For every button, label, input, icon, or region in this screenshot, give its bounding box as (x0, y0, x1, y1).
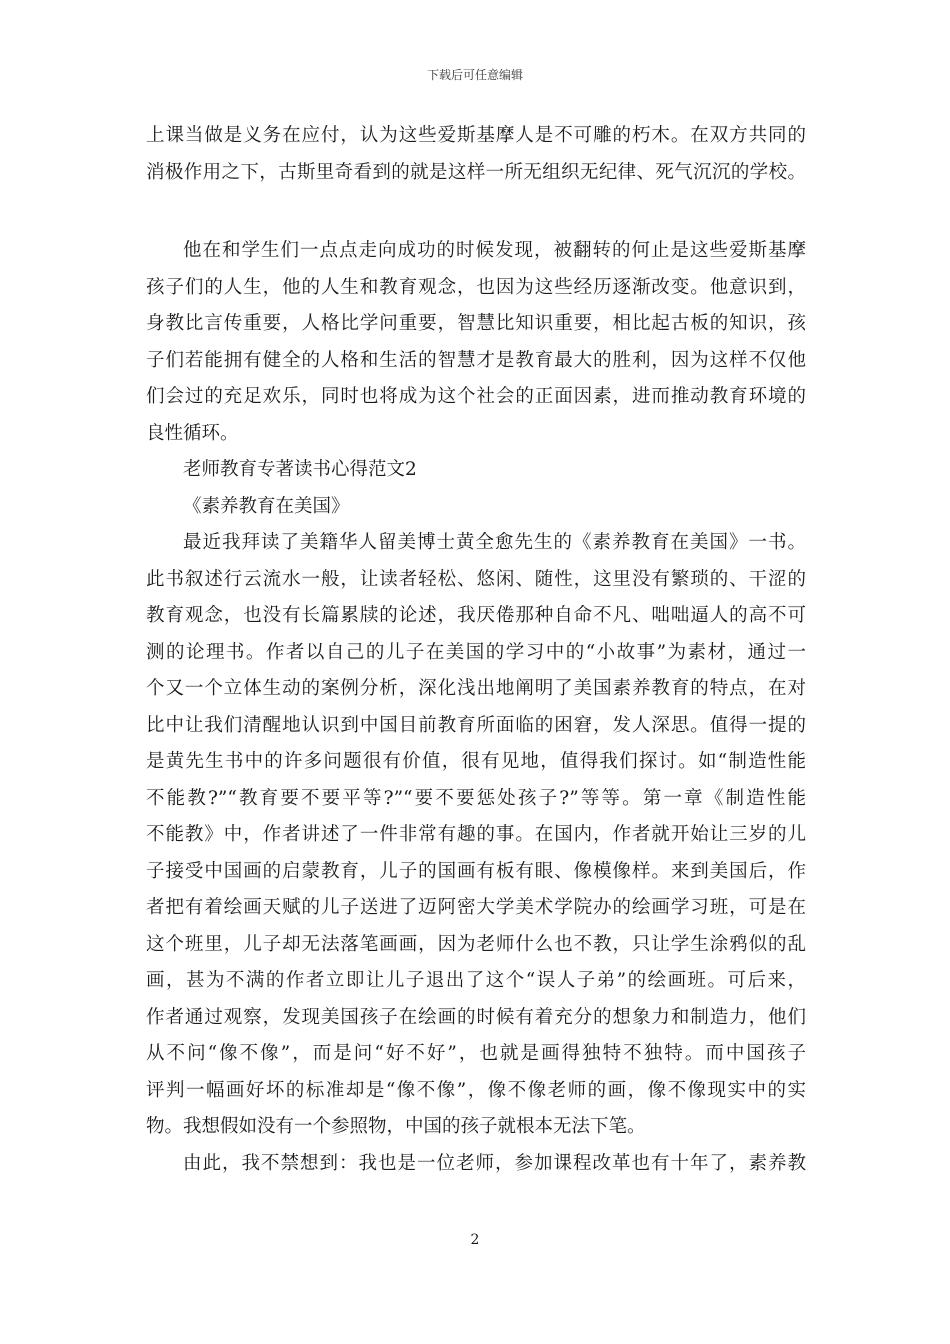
text-line: 画，甚为不满的作者立即让儿子退出了这个“误人子弟”的绘画班。可后来， (146, 970, 806, 991)
text-line: 教育观念，也没有长篇累牍的论述，我厌倦那种自命不凡、咄咄逼人的高不可 (146, 605, 806, 626)
paragraph (146, 118, 806, 191)
text-line: 测的论理书。作者以自己的儿子在美国的学习中的“小故事”为素材，通过一 (146, 641, 806, 663)
text-line: 这个班里，儿子却无法落笔画画，因为老师什么也不教，只让学生涂鸦似的乱 (146, 933, 806, 955)
paragraph (146, 233, 806, 452)
text-line: 身教比言传重要，人格比学问重要，智慧比知识重要，相比起古板的知识，孩 (146, 313, 806, 334)
text-line: 上课当做是义务在应付，认为这些爱斯基摩人是不可雕的朽木。在双方共同的 (146, 125, 806, 146)
paragraph (146, 1146, 806, 1183)
text-line: 子们若能拥有健全的人格和生活的智慧才是教育最大的胜利，因为这样不仅他 (146, 349, 806, 371)
text-line: 是黄先生书中的许多问题很有价值，很有见地，值得我们探讨。如“制造性能 (146, 751, 806, 772)
text-line: 由此，我不禁想到：我也是一位老师，参加课程改革也有十年了，素养教 (183, 1152, 806, 1174)
text-line: 不能教?”“教育要不要平等?”“要不要惩处孩子?”等等。第一章《制造性能 (146, 787, 806, 809)
text-line: 此书叙述行云流水一般，让读者轻松、悠闲、随性，这里没有繁琐的、干涩的 (146, 568, 806, 590)
text-line: 他在和学生们一点点走向成功的时候发现，被翻转的何止是这些爱斯基摩 (183, 240, 806, 261)
text-line: 不能教》中，作者讲述了一件非常有趣的事。在国内，作者就开始让三岁的儿 (146, 824, 806, 845)
text-line: 们会过的充足欢乐，同时也将成为这个社会的正面因素，进而推动教育环境的 (146, 386, 806, 407)
section-title-text: 老师教育专著读书心得范文2 (183, 459, 417, 480)
book-title-text: 《素养教育在美国》 (183, 495, 350, 517)
text-line: 良性循环。 (146, 422, 239, 444)
text-line: 评判一幅画好坏的标准却是“像不像”，像不像老师的画，像不像现实中的实 (146, 1079, 806, 1101)
section-title (146, 452, 806, 489)
text-line: 物。我想假如没有一个参照物，中国的孩子就根本无法下笔。 (146, 1116, 646, 1137)
paragraph (146, 525, 806, 1146)
text-line: 最近我拜读了美籍华人留美博士黄全愈先生的《素养教育在美国》一书。 (183, 532, 806, 553)
text-line: 比中让我们清醒地认识到中国目前教育所面临的困窘，发人深思。值得一提的 (146, 714, 806, 736)
document-body (146, 118, 806, 1182)
page-number: 2 (470, 1232, 480, 1248)
text-line: 个又一个立体生动的案例分析，深化浅出地阐明了美国素养教育的特点，在对 (146, 678, 806, 699)
text-line: 子接受中国画的启蒙教育，儿子的国画有板有眼、像模像样。来到美国后，作 (146, 860, 806, 882)
text-line: 作者通过观察，发现美国孩子在绘画的时候有着充分的想象力和制造力，他们 (146, 1006, 806, 1028)
text-line: 消极作用之下，古斯里奇看到的就是这样一所无组织无纪律、死气沉沉的学校。 (146, 161, 806, 183)
book-title (146, 489, 806, 526)
text-line: 者把有着绘画天赋的儿子送进了迈阿密大学美术学院办的绘画学习班，可是在 (146, 897, 806, 918)
text-line: 孩子们的人生，他的人生和教育观念，也因为这些经历逐渐改变。他意识到， (146, 276, 806, 298)
paragraph-gap (146, 191, 806, 233)
page-header: 下载后可任意编辑 (426, 68, 523, 82)
text-line: 从不问“像不像”，而是问“好不好”，也就是画得独特不独特。而中国孩子 (146, 1043, 806, 1064)
